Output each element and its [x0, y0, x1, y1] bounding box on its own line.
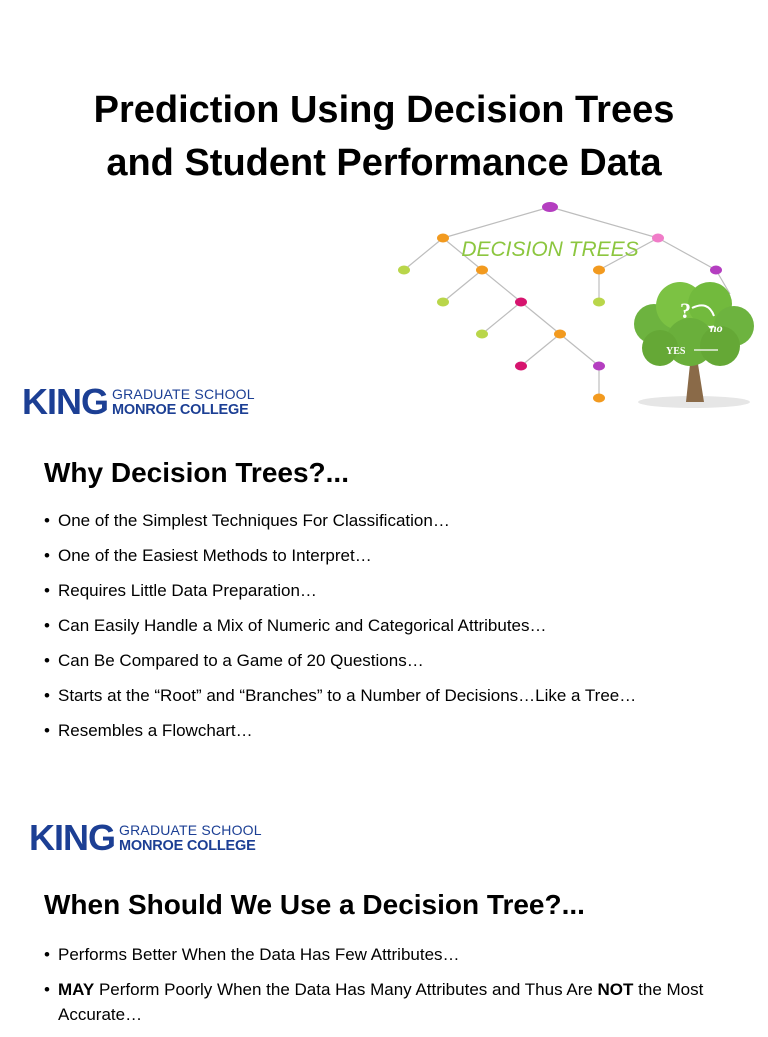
tree-node — [593, 298, 605, 307]
tree-node — [710, 266, 722, 275]
logo-king: KING — [22, 381, 108, 422]
when-bullet-list — [44, 942, 724, 1037]
yes-label: YES — [666, 346, 686, 357]
tree-node-root — [542, 202, 558, 212]
decision-tree-illustration — [390, 196, 760, 410]
title-line-1: Prediction Using Decision Trees — [93, 89, 675, 131]
list-item: • One of the Easiest Methods to Interpret… — [44, 543, 724, 568]
tree-node — [437, 298, 449, 307]
tree-node — [593, 266, 605, 275]
tree-node — [593, 394, 605, 403]
tree-icon — [634, 282, 754, 408]
logo-graduate-school: GRADUATE SCHOOL — [119, 822, 262, 838]
logo-graduate-school: GRADUATE SCHOOL — [112, 386, 255, 402]
tree-node — [476, 266, 488, 275]
list-item: • One of the Simplest Techniques For Classification… — [44, 508, 724, 533]
tree-node — [593, 362, 605, 371]
title-line-2: and Student Performance Data — [106, 142, 662, 184]
emphasis-may: MAY — [58, 980, 95, 999]
section-heading-why: Why Decision Trees?... — [44, 457, 349, 488]
page-title — [0, 84, 768, 190]
section-heading-when: When Should We Use a Decision Tree?... — [44, 889, 585, 920]
list-item: • Can Easily Handle a Mix of Numeric and Categorical Attributes… — [44, 613, 724, 638]
why-bullet-list — [44, 508, 724, 753]
tree-node — [515, 362, 527, 371]
tree-node — [476, 330, 488, 339]
list-item: • Requires Little Data Preparation… — [44, 578, 724, 603]
decision-trees-label: DECISION TREES — [461, 238, 639, 261]
no-label: no — [710, 321, 723, 335]
list-item: • Can Be Compared to a Game of 20 Questions… — [44, 648, 724, 673]
question-mark: ? — [680, 298, 691, 323]
list-item — [44, 977, 724, 1027]
list-item: • Performs Better When the Data Has Few Attributes… — [44, 942, 724, 967]
tree-node — [437, 234, 449, 243]
list-item-text: Perform Poorly When the Data Has Many Attributes and Thus Are — [94, 980, 598, 999]
tree-node — [652, 234, 664, 243]
emphasis-not: NOT — [597, 980, 634, 999]
logo-monroe-college: MONROE COLLEGE — [119, 838, 256, 854]
list-item-text: the Most Accurate… — [58, 980, 704, 1024]
list-item: • Starts at the “Root” and “Branches” to a Number of Decisions…Like a Tree… — [44, 683, 688, 708]
king-logo — [29, 817, 262, 858]
logo-king: KING — [29, 817, 115, 858]
list-item: • Resembles a Flowchart… — [44, 718, 724, 743]
tree-node — [398, 266, 410, 275]
tree-node — [554, 330, 566, 339]
king-logo — [22, 381, 255, 422]
logo-monroe-college: MONROE COLLEGE — [112, 402, 249, 418]
tree-node — [515, 298, 527, 307]
